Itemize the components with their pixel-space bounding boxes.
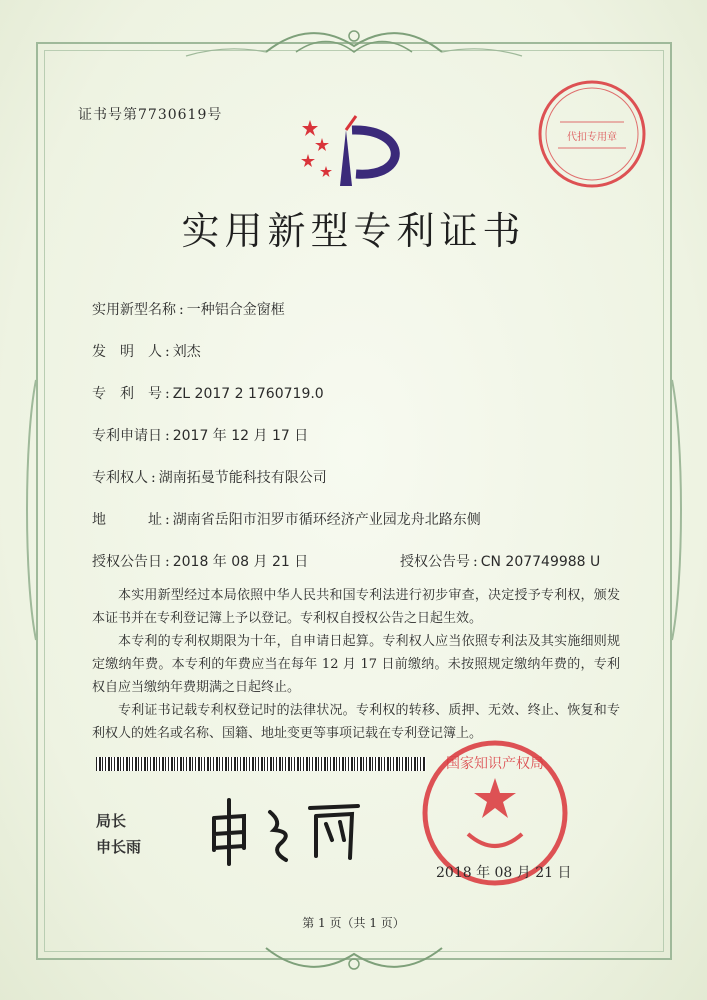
signature-title: 局长 bbox=[96, 812, 127, 830]
field-utility-model-name: 实用新型名称 : 一种铝合金窗框 bbox=[92, 299, 285, 319]
field-value: 刘杰 bbox=[172, 344, 201, 360]
right-ornament bbox=[664, 360, 688, 660]
top-ornament bbox=[36, 22, 672, 62]
field-label: 专利申请日 bbox=[92, 428, 162, 444]
left-ornament bbox=[20, 360, 44, 660]
certificate-body-text bbox=[92, 584, 620, 745]
issue-date: 2018 年 08 月 21 日 bbox=[436, 865, 572, 881]
barcode bbox=[96, 757, 426, 771]
field-label: 地 址 bbox=[92, 512, 162, 528]
field-value: 2017 年 12 月 17 日 bbox=[172, 428, 309, 444]
field-label: 专利权人 bbox=[92, 470, 148, 486]
patent-office-logo bbox=[296, 108, 412, 192]
svg-text:国家知识产权局: 国家知识产权局 bbox=[446, 756, 544, 772]
certificate-title: 实用新型专利证书 bbox=[181, 209, 526, 253]
certificate-number: 证书号第7730619号 bbox=[78, 107, 223, 123]
field-value: 一种铝合金窗框 bbox=[186, 302, 285, 318]
svg-text:代扣专用章: 代扣专用章 bbox=[567, 132, 617, 143]
paragraph: 本实用新型经过本局依照中华人民共和国专利法进行初步审查，决定授予专利权，颁发本证书并在专利登记簿上予以登记。专利权自授权公告之日起生效。 bbox=[92, 588, 620, 626]
field-address: 地 址 : 湖南省岳阳市汨罗市循环经济产业园龙舟北路东侧 bbox=[92, 509, 481, 529]
field-patentee: 专利权人 : 湖南拓曼节能科技有限公司 bbox=[92, 467, 327, 487]
signature-name: 申长雨 bbox=[96, 838, 142, 856]
field-inventor: 发 明 人 : 刘杰 bbox=[92, 341, 201, 361]
paragraph: 本专利的专利权期限为十年，自申请日起算。专利权人应当依照专利法及其实施细则规定缴纳年费。本专利的年费应当在每年 12 月 17 日前缴纳。未按照规定缴纳年费的，专利权自应当缴纳年费期满之日起终止。 bbox=[92, 634, 620, 695]
signature-handwriting bbox=[200, 790, 370, 870]
grant-date: 授权公告日 : 2018 年 08 月 21 日 bbox=[92, 554, 309, 570]
field-label: 实用新型名称 bbox=[92, 302, 176, 318]
field-value: ZL 2017 2 1760719.0 bbox=[172, 386, 324, 402]
field-label: 发 明 人 bbox=[92, 344, 162, 360]
field-patent-number: 专 利 号 : ZL 2017 2 1760719.0 bbox=[92, 383, 324, 403]
field-label: 专 利 号 bbox=[92, 386, 162, 402]
field-value: 湖南拓曼节能科技有限公司 bbox=[158, 470, 327, 486]
field-application-date: 专利申请日 : 2017 年 12 月 17 日 bbox=[92, 425, 308, 445]
paragraph: 专利证书记载专利权登记时的法律状况。专利权的转移、质押、无效、终止、恢复和专利权人的姓名或名称、国籍、地址变更等事项记载在专利登记簿上。 bbox=[92, 703, 620, 741]
bottom-ornament bbox=[36, 938, 672, 978]
page-footer: 第 1 页（共 1 页） bbox=[302, 916, 405, 930]
top-seal-stamp bbox=[536, 78, 648, 190]
field-value: 湖南省岳阳市汨罗市循环经济产业园龙舟北路东侧 bbox=[172, 512, 481, 528]
grant-number: 授权公告号 : CN 207749988 U bbox=[400, 554, 601, 570]
